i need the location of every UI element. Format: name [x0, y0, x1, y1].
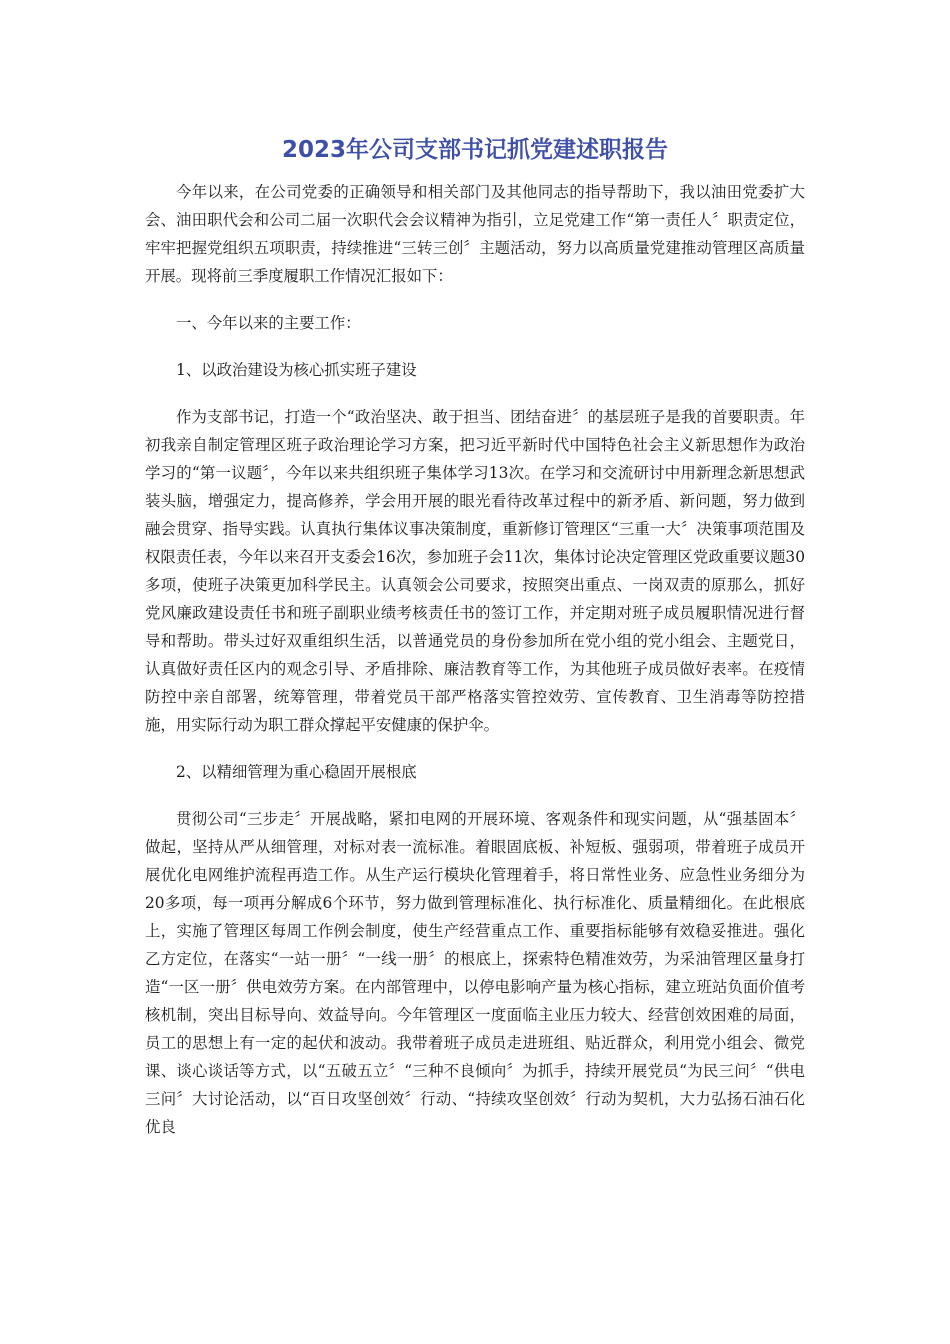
- intro-paragraph: 今年以来，在公司党委的正确领导和相关部门及其他同志的指导帮助下，我以油田党委扩大会、油田职代会和公司二届一次职代会会议精神为指引，立足党建工作“第一责任人〞职责定位，牢牢把握党组织五项职责，持续推进“三转三创〞主题活动，努力以高质量党建推动管理区高质量开展。现将前三季度履职工作情况汇报如下：: [145, 183, 805, 285]
- document-title: 2023年公司支部书记抓党建述职报告: [281, 137, 668, 163]
- subsection-heading-political-construction: 1、以政治建设为核心抓实班子建设: [176, 361, 417, 379]
- document-body: [145, 178, 805, 1160]
- subsection-heading-fine-management: 2、以精细管理为重心稳固开展根底: [176, 763, 417, 781]
- fine-management-paragraph: 贯彻公司“三步走〞开展战略，紧扣电网的开展环境、客观条件和现实问题，从“强基固本〞做起，坚持从严从细管理，对标对表一流标准。着眼固底板、补短板、强弱项，带着班子成员开展优化电网维护流程再造工作。从生产运行模块化管理着手，将日常性业务、应急性业务细分为20多项，每一项再分解成6个环节，努力做到管理标准化、执行标准化、质量精细化。在此根底上，实施了管理区每周工作例会制度，使生产经营重点工作、重要指标能够有效稳妥推进。强化乙方定位，在落实“一站一册〞“一线一册〞的根底上，探索特色精准效劳，为采油管理区量身打造“一区一册〞供电效劳方案。在内部管理中，以停电影响产量为核心指标，建立班站负面价值考核机制，突出目标导向、效益导向。今年管理区一度面临主业压力较大、经营创效困难的局面，员工的思想上有一定的起伏和波动。我带着班子成员走进班组、贴近群众，利用党小组会、微党课、谈心谈话等方式，以“五破五立〞“三种不良倾向〞为抓手，持续开展党员“为民三问〞“供电三问〞大讨论活动，以“百日攻坚创效〞行动、“持续攻坚创效〞行动为契机，大力弘扬石油石化优良: [145, 810, 805, 1136]
- section-heading-main-work: 一、今年以来的主要工作：: [176, 314, 361, 332]
- political-construction-paragraph: 作为支部书记，打造一个“政治坚决、敢于担当、团结奋进〞的基层班子是我的首要职责。年初我亲自制定管理区班子政治理论学习方案，把习近平新时代中国特色社会主义新思想作为政治学习的“第一议题〞，今年以来共组织班子集体学习13次。在学习和交流研讨中用新理念新思想武装头脑，增强定力，提高修养，学会用开展的眼光看待改革过程中的新矛盾、新问题，努力做到融会贯穿、指导实践。认真执行集体议事决策制度，重新修订管理区“三重一大〞决策事项范围及权限责任表，今年以来召开支委会16次，参加班子会11次，集体讨论决定管理区党政重要议题30多项，使班子决策更加科学民主。认真领会公司要求，按照突出重点、一岗双责的原那么，抓好党风廉政建设责任书和班子副职业绩考核责任书的签订工作，并定期对班子成员履职情况进行督导和帮助。带头过好双重组织生活，以普通党员的身份参加所在党小组的党小组会、主题党日，认真做好责任区内的观念引导、矛盾排除、廉洁教育等工作，为其他班子成员做好表率。在疫情防控中亲自部署，统筹管理，带着党员干部严格落实管控效劳、宣传教育、卫生消毒等防控措施，用实际行动为职工群众撑起平安健康的保护伞。: [145, 408, 805, 734]
